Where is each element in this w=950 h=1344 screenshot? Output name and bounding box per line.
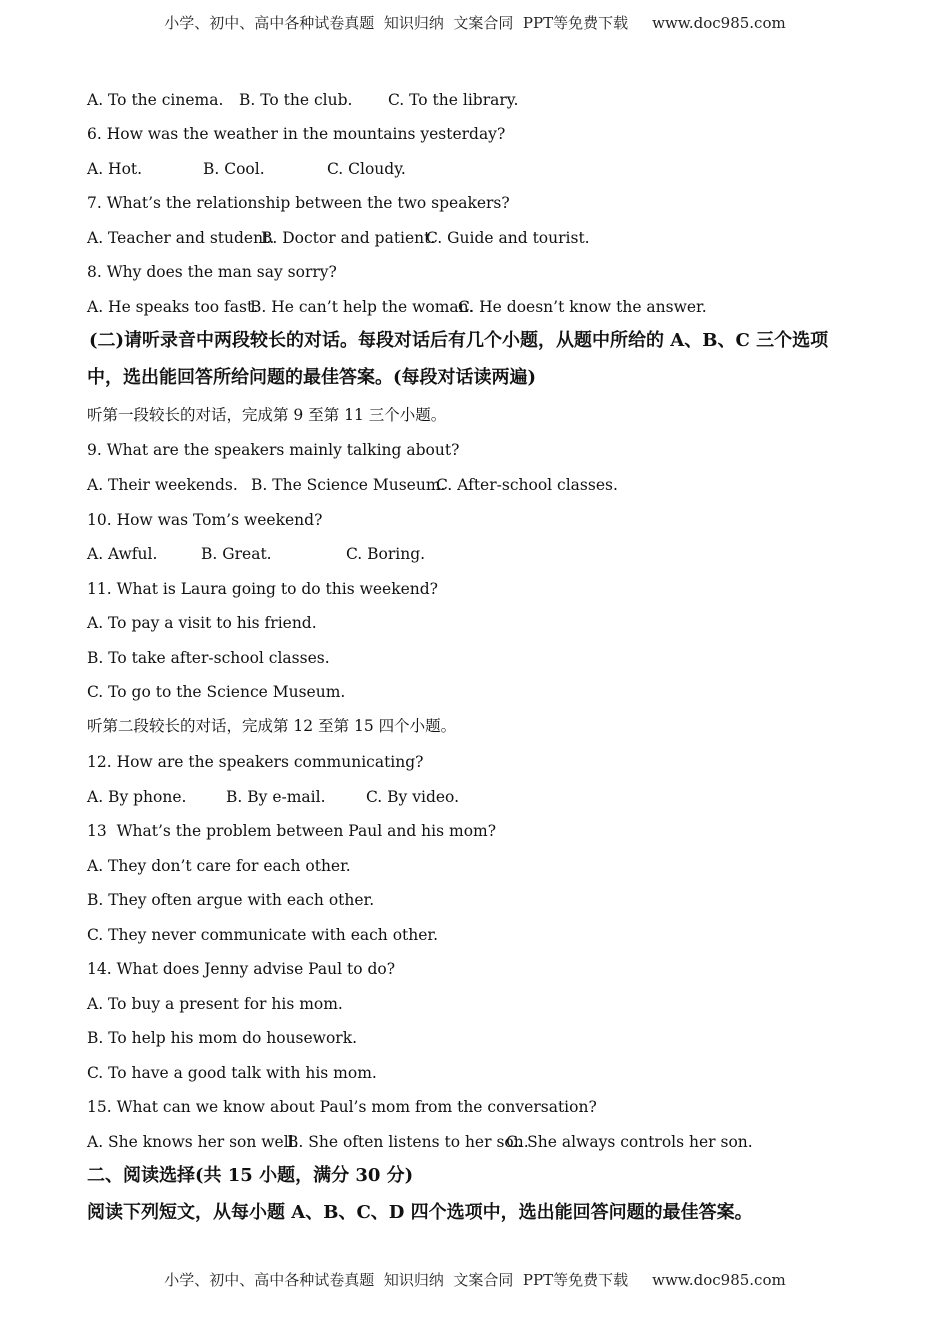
section2-heading-line2: 中，选出能回答所给问题的最佳答案。(每段对话读两遍) [87, 367, 537, 388]
q8-option-b: B. He can’t help the woman. [250, 298, 474, 316]
q15-option-c: C. She always controls her son. [506, 1133, 753, 1151]
q13-option-b: B. They often argue with each other. [87, 891, 375, 909]
q12-option-b: B. By e-mail. [226, 788, 326, 806]
q13-question: 13 What’s the problem between Paul and his mom? [87, 822, 497, 840]
q7-question: 7. What’s the relationship between the two speakers? [87, 194, 510, 212]
q7-option-b: B. Doctor and patient. [261, 229, 436, 247]
q8-options [87, 297, 707, 317]
q12-options [87, 787, 459, 807]
q6-option-c: C. Cloudy. [327, 160, 406, 178]
q9-options [87, 475, 618, 495]
q7-options [87, 228, 590, 248]
q15-option-b: B. She often listens to her son. [287, 1133, 529, 1151]
q8-option-a: A. He speaks too fast. [87, 298, 259, 316]
q8-option-c: C. He doesn’t know the answer. [458, 298, 707, 316]
dialog2-instruction: 听第二段较长的对话，完成第 12 至第 15 四个小题。 [87, 717, 457, 735]
footer-url: www.doc985.com [652, 1271, 786, 1289]
part2-instruction: 阅读下列短文，从每小题 A、B、C、D 四个选项中，选出能回答问题的最佳答案。 [87, 1202, 753, 1223]
section2-heading-line1: (二)请听录音中两段较长的对话。每段对话后有几个小题，从题中所给的 A、B、C 三个选项 [89, 330, 829, 351]
q15-question: 15. What can we know about Paul’s mom from the conversation? [87, 1098, 597, 1116]
q10-option-b: B. Great. [201, 545, 272, 563]
q9-option-c: C. After-school classes. [436, 476, 618, 494]
q11-question: 11. What is Laura going to do this weekend? [87, 580, 438, 598]
page-footer [0, 1269, 950, 1290]
q11-option-c: C. To go to the Science Museum. [87, 683, 346, 701]
q9-option-b: B. The Science Museum. [251, 476, 446, 494]
q13-option-a: A. They don’t care for each other. [87, 857, 351, 875]
q6-options [87, 159, 406, 179]
q10-option-a: A. Awful. [87, 545, 158, 563]
q7-option-a: A. Teacher and student. [87, 229, 275, 247]
q5-options [87, 90, 518, 110]
q11-option-a: A. To pay a visit to his friend. [87, 614, 317, 632]
q5-option-b: B. To the club. [239, 91, 353, 109]
q10-option-c: C. Boring. [346, 545, 426, 563]
q14-option-b: B. To help his mom do housework. [87, 1029, 358, 1047]
q5-option-c: C. To the library. [388, 91, 519, 109]
q7-option-c: C. Guide and tourist. [426, 229, 590, 247]
q14-question: 14. What does Jenny advise Paul to do? [87, 960, 396, 978]
dialog1-instruction: 听第一段较长的对话，完成第 9 至第 11 三个小题。 [87, 406, 447, 424]
q10-question: 10. How was Tom’s weekend? [87, 511, 323, 529]
q10-options [87, 544, 425, 564]
q15-options [87, 1132, 753, 1152]
q11-option-b: B. To take after-school classes. [87, 649, 330, 667]
q12-question: 12. How are the speakers communicating? [87, 753, 424, 771]
q6-option-b: B. Cool. [203, 160, 265, 178]
q14-option-a: A. To buy a present for his mom. [87, 995, 343, 1013]
page-header [0, 12, 950, 33]
q13-option-c: C. They never communicate with each other. [87, 926, 439, 944]
q6-option-a: A. Hot. [87, 160, 143, 178]
header-url: www.doc985.com [652, 14, 786, 32]
q15-option-a: A. She knows her son well. [87, 1133, 299, 1151]
q8-question: 8. Why does the man say sorry? [87, 263, 337, 281]
header-text: 小学、初中、高中各种试卷真题 知识归纳 文案合同 PPT等免费下载 [164, 14, 629, 32]
footer-text: 小学、初中、高中各种试卷真题 知识归纳 文案合同 PPT等免费下载 [164, 1271, 629, 1289]
q5-option-a: A. To the cinema. [87, 91, 224, 109]
q12-option-c: C. By video. [366, 788, 460, 806]
part2-title: 二、阅读选择(共 15 小题，满分 30 分) [87, 1165, 414, 1186]
q9-option-a: A. Their weekends. [87, 476, 238, 494]
q6-question: 6. How was the weather in the mountains yesterday? [87, 125, 506, 143]
q14-option-c: C. To have a good talk with his mom. [87, 1064, 377, 1082]
q12-option-a: A. By phone. [87, 788, 187, 806]
q9-question: 9. What are the speakers mainly talking about? [87, 441, 460, 459]
